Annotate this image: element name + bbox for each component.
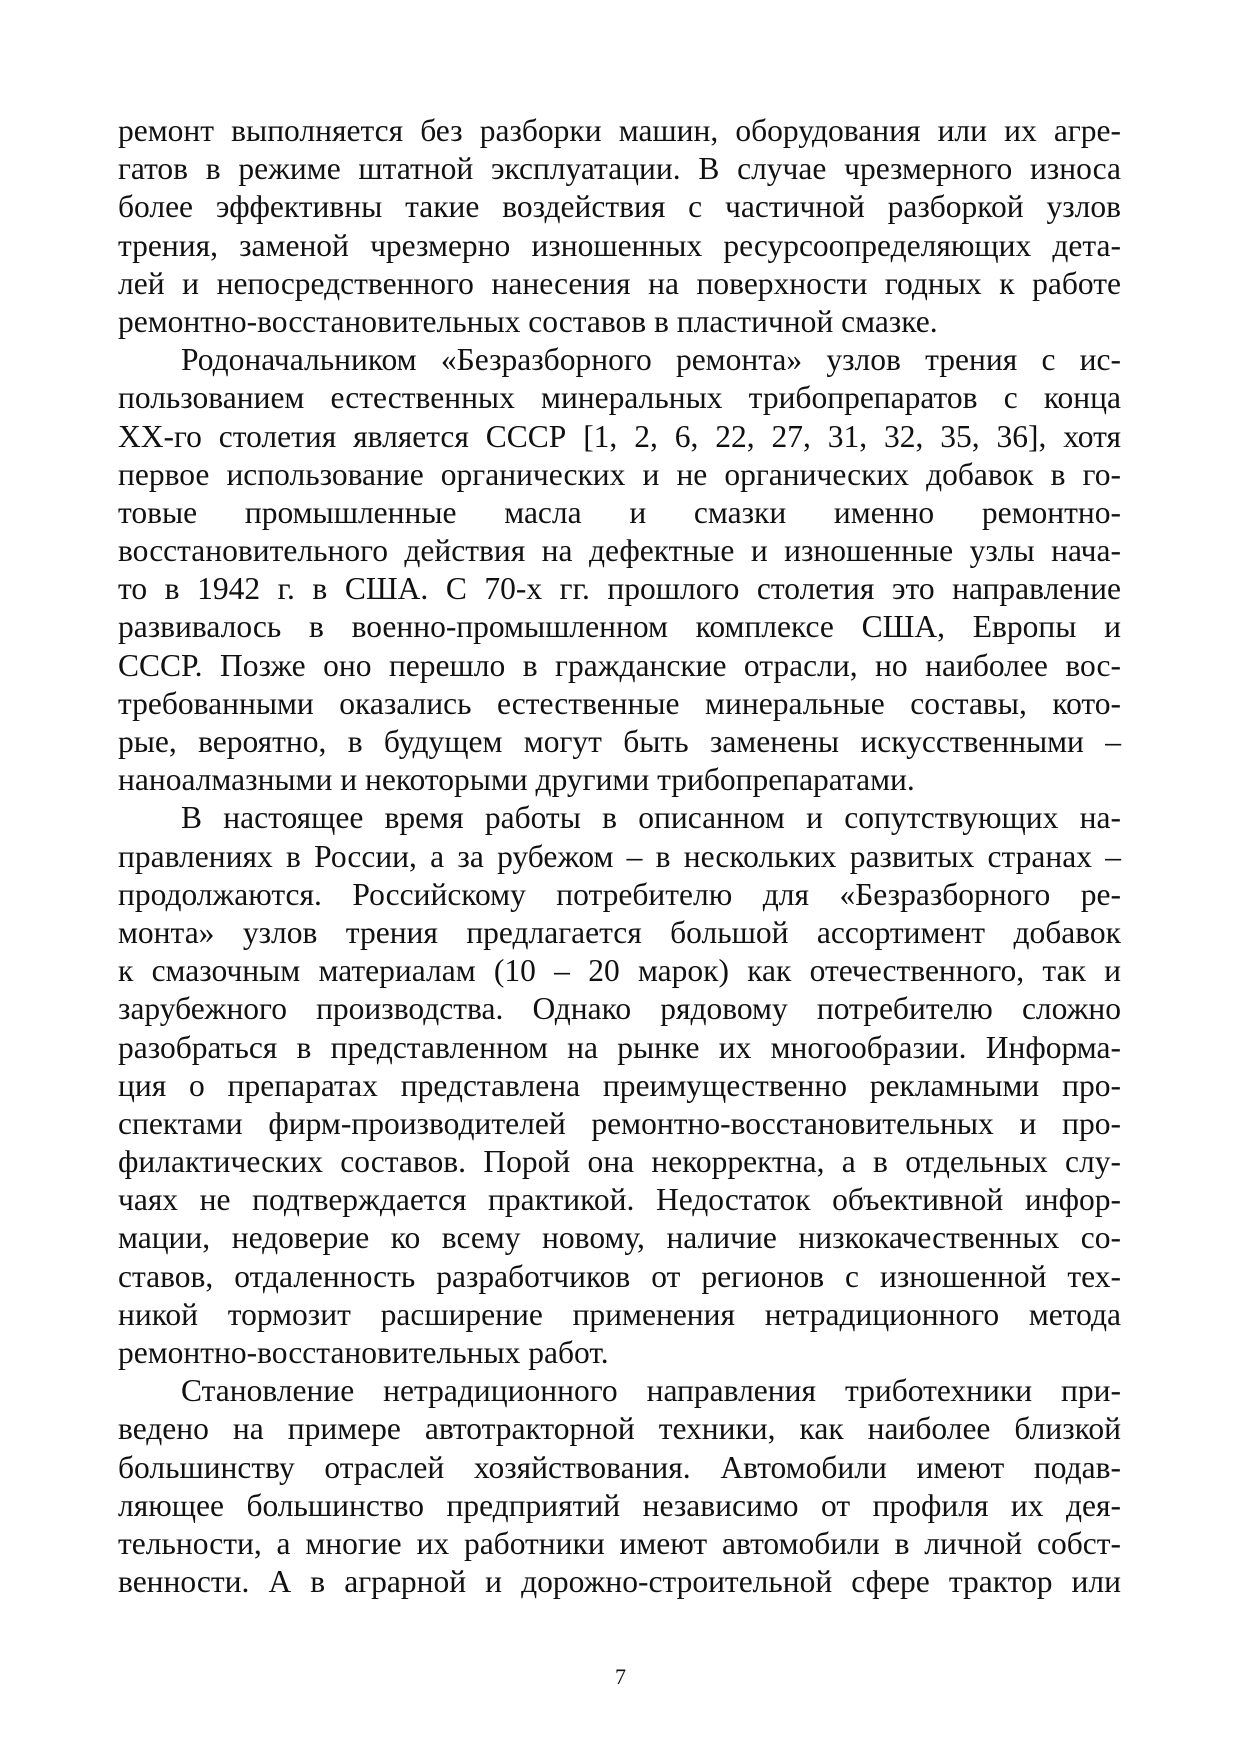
text-line: В настоящее время работы в описанном и сопутствующих на- [181,800,1121,836]
paragraph-1 [118,112,1121,341]
text-line: венности. А в аграрной и дорожно-строительной сфере трактор или [118,1564,1121,1600]
text-line: лей и непосредственного нанесения на поверхности годных к работе [118,265,1121,301]
text-line: ремонтно-восстановительных составов в пластичной смазке. [118,303,938,339]
text-line: XX-го столетия является СССР [1, 2, 6, 22, 27, 31, 32, 35, 36], хотя [118,418,1121,454]
text-line: пользованием естественных минеральных трибопрепаратов с конца [118,380,1121,416]
text-line: продолжаются. Российскому потребителю для «Безразборного ре- [118,876,1121,912]
text-line: рые, вероятно, в будущем могут быть заменены искусственными – [118,724,1121,759]
text-line: Становление нетрадиционного направления триботехники при- [181,1373,1121,1409]
text-line: более эффективны такие воздействия с частичной разборкой узлов [118,189,1121,225]
text-line: первое использование органических и не органических добавок в го- [118,456,1121,492]
text-line: товые промышленные масла и смазки именно ремонтно- [118,494,1121,530]
text-line: ведено на примере автотракторной техники, как наиболее близкой [118,1411,1121,1447]
text-line: правлениях в России, а за рубежом – в нескольких развитых странах – [118,838,1121,874]
text-line: трения, заменой чрезмерно изношенных ресурсоопределяющих дета- [118,227,1121,263]
text-line: восстановительного действия на дефектные и изношенные узлы нача- [118,533,1121,569]
text-line: зарубежного производства. Однако рядовому потребителю сложно [118,991,1121,1027]
text-line: ремонт выполняется без разборки машин, оборудования или их агре- [118,113,1121,148]
text-line: наноалмазными и некоторыми другими трибопрепаратами. [118,762,915,798]
text-line: ляющее большинство предприятий независимо от профиля их дея- [118,1487,1121,1523]
text-line: то в 1942 г. в США. С 70-х гг. прошлого столетия это направление [118,571,1121,607]
text-line: СССР. Позже оно перешло в гражданские отрасли, но наиболее вос- [118,647,1121,683]
text-line: гатов в режиме штатной эксплуатации. В случае чрезмерного износа [118,151,1121,187]
page-body [118,112,1121,1601]
text-line: спектами фирм-производителей ремонтно-восстановительных и про- [118,1105,1121,1141]
text-line: большинству отраслей хозяйствования. Автомобили имеют подав- [118,1449,1121,1485]
text-line: требованными оказались естественные минеральные составы, кото- [118,685,1121,721]
paragraph-3 [118,799,1121,1372]
text-line: развивалось в военно-промышленном комплексе США, Европы и [118,609,1121,645]
text-line: тельности, а многие их работники имеют автомобили в личной собст- [118,1525,1121,1561]
text-line: филактических составов. Порой она некорректна, а в отдельных слу- [118,1144,1121,1180]
text-line: ремонтно-восстановительных работ. [118,1335,609,1370]
page-number: 7 [615,1664,626,1689]
text-line: никой тормозит расширение применения нетрадиционного метода [118,1296,1121,1332]
paragraph-4 [118,1372,1121,1601]
text-line: мации, недоверие ко всему новому, наличие низкокачественных со- [118,1220,1121,1256]
text-line: к смазочным материалам (10 – 20 марок) как отечественного, так и [118,953,1121,989]
paragraph-2 [118,341,1121,799]
text-line: ция о препаратах представлена преимущественно рекламными про- [118,1067,1121,1103]
text-line: ставов, отдаленность разработчиков от регионов с изношенной тех- [118,1258,1121,1294]
text-line: разобраться в представленном на рынке их многообразии. Информа- [118,1029,1121,1065]
text-line: монта» узлов трения предлагается большой ассортимент добавок [118,914,1121,950]
text-line: чаях не подтверждается практикой. Недостаток объективной инфор- [118,1182,1121,1218]
text-line: Родоначальником «Безразборного ремонта» узлов трения с ис- [181,342,1121,378]
